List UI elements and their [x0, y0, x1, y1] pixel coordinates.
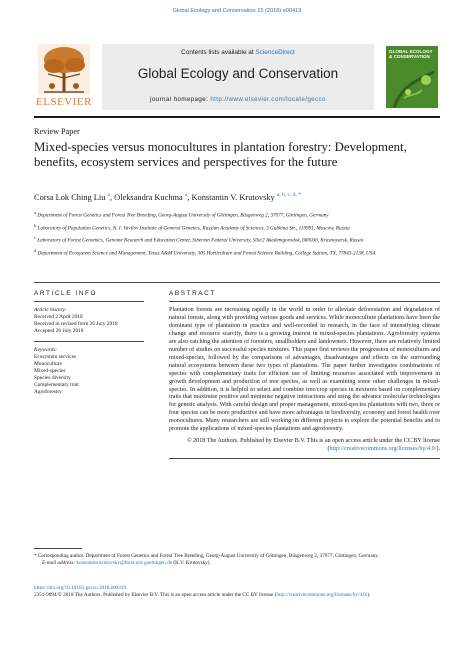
sciencedirect-link[interactable]: ScienceDirect: [255, 49, 295, 56]
corresponding-footnote: [34, 553, 438, 567]
journal-info-box: [102, 44, 374, 110]
article-info-column: [34, 290, 144, 400]
author-affiliation-marks[interactable]: a: [107, 192, 110, 198]
homepage-link[interactable]: http://www.elsevier.com/locate/gecco: [210, 96, 326, 103]
license-line: [34, 592, 438, 599]
affiliation-item: [34, 234, 404, 245]
affiliation-mark: a: [34, 210, 36, 215]
affiliation-mark: b: [34, 222, 37, 228]
license-link[interactable]: http://creativecommons.org/licenses/by/4.0/: [276, 592, 368, 599]
author-name[interactable]: Konstantin V. Krutovsky: [191, 192, 275, 202]
article-title: Mixed-species versus monocultures in plantation forestry: Development, benefits, ecosystem services and perspectives for the future: [34, 140, 407, 170]
keyword: Agroforestry: [34, 389, 62, 395]
author-name[interactable]: Corsa Lok Ching Liu: [34, 192, 106, 202]
elsevier-logo[interactable]: [34, 44, 94, 110]
license-suffix: ).: [367, 592, 371, 599]
doi-link[interactable]: https://doi.org/10.1016/j.gecco.2018.e00419: [34, 585, 126, 591]
copyright-notice: [169, 438, 440, 459]
footnote-rule: [34, 548, 82, 549]
affiliation-mark: d: [34, 247, 37, 253]
affiliation-text: Laboratory of Forest Genomics, Genome Research and Education Center, Siberian Federal University, 50a/2 Akademgorodok, 660036, Krasnoyarsk, Russia: [37, 237, 364, 244]
keyword: Mixed-species: [34, 368, 66, 374]
journal-cover-thumbnail[interactable]: [386, 46, 438, 108]
affiliation-item: [34, 222, 404, 233]
keyword: Ecosystem services: [34, 354, 77, 360]
author-list: [34, 192, 301, 202]
section-rule: [34, 282, 440, 283]
email-suffix: (K.V. Krutovsky).: [172, 560, 211, 567]
author-affiliation-marks[interactable]: a: [184, 192, 188, 198]
abstract-text: Plantation forests are increasing rapidly in the world in order to alleviate deforestation and degradation of natural forests, along with providing various goods and services. While monoculture plantations have been the dominant type of plantation in practice and well-recorded in research, in the face of intensifying climate change and resource scarcity, there is a growing interest in mixed-species plantations. Agroforestry systems are also catching the attention of foresters, smallholders and landowners. However, there are relatively limited number of studies on successful species mixtures. This paper first reviews the progression of monocultures and mixed-species, followed by the comparisons of advantages, disadvantages and effects on the surrounding natural ecosystems between these two types of plantations. The paper further investigates combinations of species with complementary traits for efficient use of limiting resources associated with improvement in growth development and production of tree species, as well as examining some other challenges in mixed-species. In addition, it is helpful to select and combine tree/crop species in mixtures based on complementary traits that maximise positive and minimise negative interactions and using the advance molecular technologies for genetic analysis. With careful design and proper management, mixed-species plantations with two, three or four species can be more productive and have more advantages in biodiversity, economy and forest health over monocultures. Many researchers are still working on different projects to explore the potential benefits and to promote the applications of mixed-species plantations and agroforestry.: [169, 307, 440, 433]
history-line: Received 2 April 2018: [34, 314, 83, 320]
keywords-label: Keywords:: [34, 347, 58, 353]
affiliation-mark: c: [34, 235, 36, 241]
keyword: Species diversity: [34, 375, 71, 381]
affiliation-item: [34, 247, 404, 258]
copyright-suffix: ).: [436, 446, 440, 453]
history-line: Accepted 26 July 2018: [34, 328, 84, 334]
history-line: Received in revised form 26 July 2018: [34, 321, 118, 327]
affiliation-item: [34, 209, 404, 220]
affiliation-text: Laboratory of Population Genetics, N. I. Vavilov Institute of General Genetics, Russian Academy of Sciences, 3 Gubkina Str., 119991, Moscow, Russia: [37, 225, 350, 232]
keywords: [34, 347, 144, 400]
history-label: Article history:: [34, 307, 67, 313]
author-name[interactable]: Oleksandra Kuchma: [114, 192, 183, 202]
affiliation-text: Department of Ecosystem Science and Management, Texas A&M University, 305 Horticulture and Forest Science Building, College Station, TX, 77843-2138, USA: [37, 250, 376, 257]
affiliation-text: Department of Forest Genetics and Forest Tree Breeding, Georg-August University of Göttingen, Büsgenweg 2, 37077, Göttingen, Germany: [37, 212, 329, 219]
article-type: Review Paper: [34, 127, 80, 136]
author-affiliation-marks[interactable]: a, b, c, d, *: [276, 192, 301, 198]
cover-title: GLOBAL ECOLOGY & CONSERVATION: [389, 49, 433, 59]
email-link[interactable]: konstantin.krutovsky@forst.uni-goettingen.de: [76, 560, 173, 567]
journal-title: Global Ecology and Conservation: [137, 66, 339, 81]
contents-line: [102, 49, 374, 56]
keyword: Monoculture: [34, 361, 62, 367]
homepage-line: [102, 96, 374, 103]
cover-image: [386, 68, 438, 108]
affiliations: [34, 209, 404, 259]
journal-masthead: [34, 44, 440, 114]
contents-prefix: Contents lists available at: [181, 49, 256, 56]
abstract-column: [169, 290, 440, 459]
doi-block: [34, 585, 438, 599]
keyword: Complementary trait: [34, 382, 79, 388]
abstract-heading: ABSTRACT: [169, 290, 440, 302]
elsevier-tree-icon: [38, 44, 90, 94]
author-separator: ,: [109, 192, 115, 202]
homepage-prefix: journal homepage:: [150, 96, 211, 103]
header-rule: [34, 116, 440, 118]
article-info-heading: ARTICLE INFO: [34, 290, 144, 302]
author-separator: ,: [187, 192, 192, 202]
running-header[interactable]: Global Ecology and Conservation 15 (2018) e00419: [172, 8, 302, 14]
email-label: E-mail address:: [42, 560, 77, 567]
license-link[interactable]: http://creativecommons.org/licenses/by/4.0/: [329, 446, 437, 453]
copyright-prefix: © 2018 The Authors. Published by Elsevier B.V. This is an open access article under the CC BY license (: [186, 438, 440, 453]
email-line: [34, 560, 438, 567]
license-prefix: 2351-9894/© 2018 The Authors. Published by Elsevier B.V. This is an open access article under the CC BY license (: [34, 592, 277, 599]
corresponding-author-text: * Corresponding author. Department of Forest Genetics and Forest Tree Breeding, Georg-August University of Göttingen, Büsgenweg 2, 37077, Göttingen, Germany.: [34, 553, 379, 559]
article-history: [34, 307, 144, 342]
elsevier-wordmark: ELSEVIER: [36, 96, 92, 108]
